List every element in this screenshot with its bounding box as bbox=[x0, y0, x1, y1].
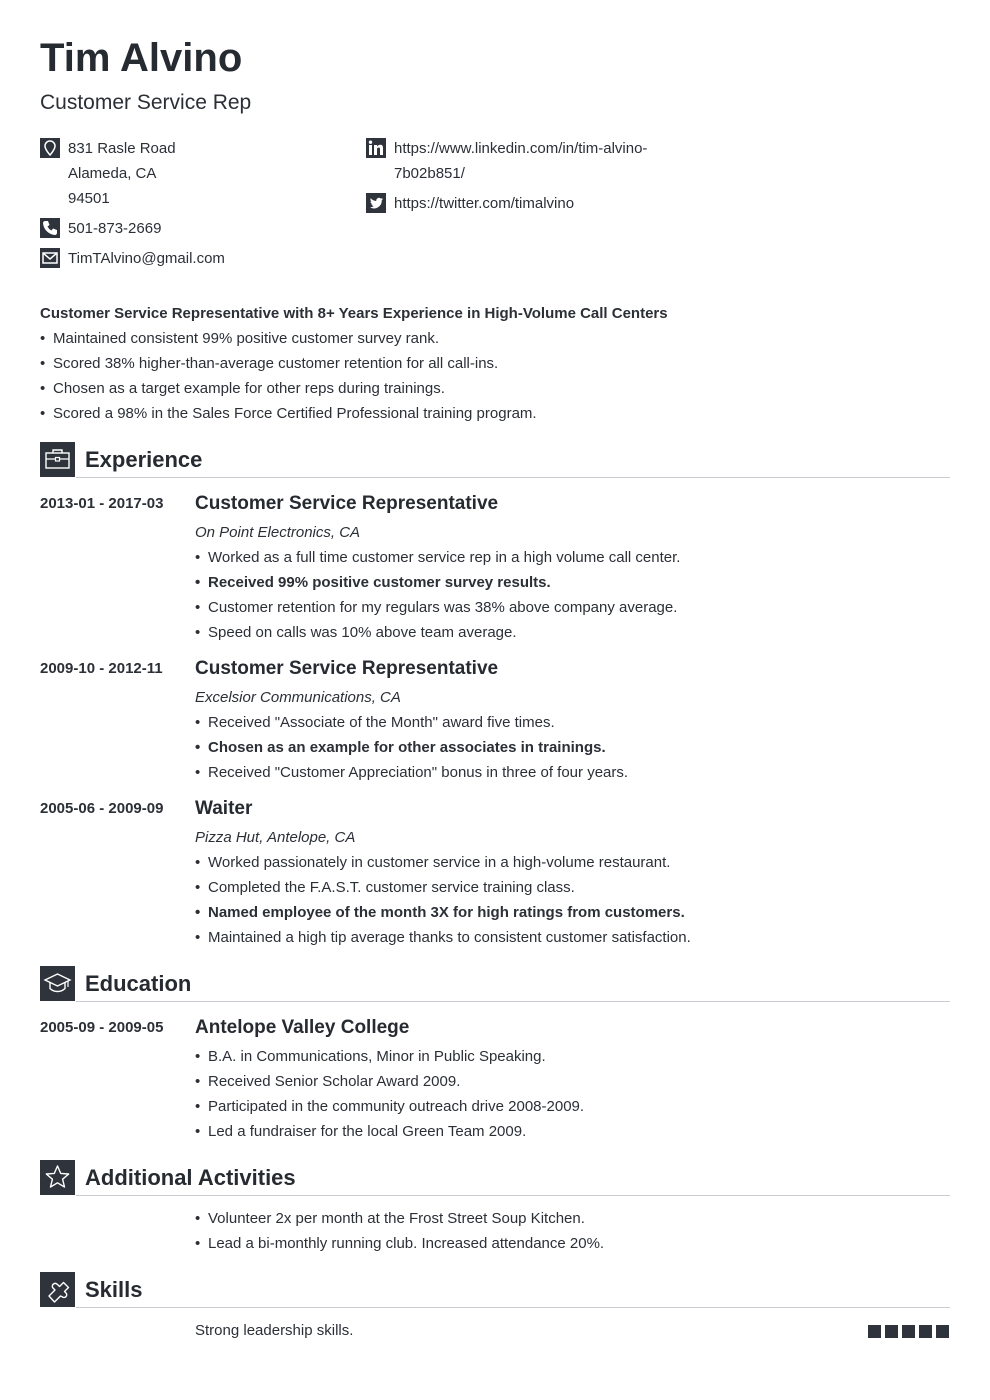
contact-phone bbox=[40, 216, 340, 241]
school-name: Antelope Valley College bbox=[195, 1017, 410, 1038]
graduation-cap-icon bbox=[40, 966, 75, 1001]
list-item: • Customer retention for my regulars was 38% above company average. bbox=[195, 595, 950, 620]
summary-section bbox=[40, 301, 950, 426]
job-title: Customer Service Representative bbox=[195, 493, 499, 514]
candidate-title: Customer Service Rep bbox=[40, 91, 252, 114]
linkedin-url-line-2[interactable]: 7b02b851/ bbox=[394, 165, 465, 182]
entry-body bbox=[195, 656, 950, 785]
employer: Pizza Hut, Antelope, CA bbox=[195, 829, 356, 846]
address-line-1: 831 Rasle Road bbox=[68, 140, 176, 157]
twitter-icon bbox=[366, 193, 386, 213]
entry-body bbox=[195, 1206, 950, 1256]
contact-address bbox=[40, 136, 340, 211]
skill-name: Strong leadership skills. bbox=[195, 1322, 354, 1339]
experience-section-title: Experience bbox=[85, 447, 203, 472]
skill-level-square bbox=[902, 1325, 915, 1338]
job-title: Waiter bbox=[195, 798, 253, 819]
phone-icon bbox=[40, 218, 60, 238]
address-line-3: 94501 bbox=[68, 190, 110, 207]
skills-section-header bbox=[40, 1272, 950, 1308]
employer: Excelsior Communications, CA bbox=[195, 689, 401, 706]
entry-bullets bbox=[195, 710, 950, 785]
list-item: • B.A. in Communications, Minor in Public Speaking. bbox=[195, 1044, 950, 1069]
puzzle-icon bbox=[40, 1272, 75, 1307]
entry-bullets bbox=[195, 1206, 950, 1256]
entry-dates: 2005-09 - 2009-05 bbox=[40, 1019, 164, 1036]
entry-dates: 2009-10 - 2012-11 bbox=[40, 660, 163, 677]
list-item: • Led a fundraiser for the local Green Team 2009. bbox=[195, 1119, 950, 1144]
summary-heading: Customer Service Representative with 8+ Years Experience in High-Volume Call Centers bbox=[40, 305, 668, 322]
education-section-header bbox=[40, 966, 950, 1002]
candidate-name: Tim Alvino bbox=[40, 36, 243, 80]
section-divider bbox=[76, 1195, 950, 1196]
section-divider bbox=[76, 1307, 950, 1308]
job-title: Customer Service Representative bbox=[195, 658, 499, 679]
experience-section-header bbox=[40, 442, 950, 478]
list-item: • Speed on calls was 10% above team average. bbox=[195, 620, 950, 645]
linkedin-icon bbox=[366, 138, 386, 158]
skill-level-square bbox=[885, 1325, 898, 1338]
contact-linkedin bbox=[366, 136, 666, 186]
linkedin-url-line-1[interactable]: https://www.linkedin.com/in/tim-alvino- bbox=[394, 140, 648, 157]
skill-level-square bbox=[936, 1325, 949, 1338]
list-item: • Maintained a high tip average thanks to consistent customer satisfaction. bbox=[195, 925, 950, 950]
entry-bullets bbox=[195, 1044, 950, 1144]
list-item: • Worked passionately in customer service in a high-volume restaurant. bbox=[195, 850, 950, 875]
list-item: • Volunteer 2x per month at the Frost Street Soup Kitchen. bbox=[195, 1206, 950, 1231]
entry-bullets bbox=[195, 850, 950, 950]
list-item: • Lead a bi-monthly running club. Increased attendance 20%. bbox=[195, 1231, 950, 1256]
section-divider bbox=[76, 477, 950, 478]
list-item: • Received 99% positive customer survey results. bbox=[195, 570, 950, 595]
list-item: • Participated in the community outreach drive 2008-2009. bbox=[195, 1094, 950, 1119]
location-pin-icon bbox=[40, 138, 60, 158]
entry-body bbox=[195, 491, 950, 645]
employer: On Point Electronics, CA bbox=[195, 524, 361, 541]
phone-number[interactable]: 501-873-2669 bbox=[68, 220, 162, 237]
education-section-title: Education bbox=[85, 971, 192, 996]
list-item: • Maintained consistent 99% positive customer survey rank. bbox=[40, 326, 950, 351]
skill-level-square bbox=[919, 1325, 932, 1338]
skill-level-indicator bbox=[868, 1325, 950, 1338]
activities-section-header bbox=[40, 1160, 950, 1196]
email-address[interactable]: TimTAlvino@gmail.com bbox=[68, 250, 225, 267]
star-icon bbox=[40, 1160, 75, 1195]
list-item: • Chosen as an example for other associates in trainings. bbox=[195, 735, 950, 760]
section-divider bbox=[76, 1001, 950, 1002]
entry-dates: 2013-01 - 2017-03 bbox=[40, 495, 164, 512]
contact-right-column bbox=[366, 136, 666, 216]
activities-section-title: Additional Activities bbox=[85, 1165, 296, 1190]
list-item: • Worked as a full time customer service rep in a high volume call center. bbox=[195, 545, 950, 570]
contact-left-column bbox=[40, 136, 340, 271]
contact-twitter bbox=[366, 191, 666, 216]
briefcase-icon bbox=[40, 442, 75, 477]
list-item: • Named employee of the month 3X for high ratings from customers. bbox=[195, 900, 950, 925]
entry-dates: 2005-06 - 2009-09 bbox=[40, 800, 164, 817]
contact-email bbox=[40, 246, 340, 271]
list-item: • Received Senior Scholar Award 2009. bbox=[195, 1069, 950, 1094]
entry-bullets bbox=[195, 545, 950, 645]
skills-section-title: Skills bbox=[85, 1277, 143, 1302]
entry-body bbox=[195, 796, 950, 950]
list-item: • Received "Customer Appreciation" bonus in three of four years. bbox=[195, 760, 950, 785]
address-line-2: Alameda, CA bbox=[68, 165, 157, 182]
skill-level-square bbox=[868, 1325, 881, 1338]
list-item: • Scored 38% higher-than-average customer retention for all call-ins. bbox=[40, 351, 950, 376]
list-item: • Received "Associate of the Month" award five times. bbox=[195, 710, 950, 735]
summary-bullets bbox=[40, 326, 950, 426]
list-item: • Scored a 98% in the Sales Force Certified Professional training program. bbox=[40, 401, 950, 426]
twitter-url[interactable]: https://twitter.com/timalvino bbox=[394, 195, 575, 212]
list-item: • Chosen as a target example for other reps during trainings. bbox=[40, 376, 950, 401]
entry-body bbox=[195, 1015, 950, 1144]
envelope-icon bbox=[40, 248, 60, 268]
list-item: • Completed the F.A.S.T. customer service training class. bbox=[195, 875, 950, 900]
